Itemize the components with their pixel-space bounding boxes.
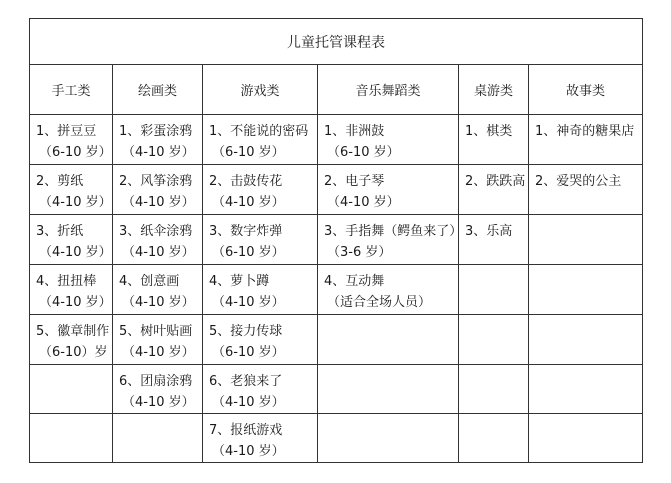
course-age-range: （4-10 岁） [122,195,195,210]
course-cell [113,265,203,315]
course-cell [30,165,113,215]
course-cell [529,414,643,463]
course-cell [318,315,459,365]
course-age-range: （4-10 岁） [122,245,195,260]
column-header: 绘画类 [113,65,203,115]
course-cell [203,165,318,215]
course-cell [318,165,459,215]
course-name: 2、爱哭的公主 [535,174,622,189]
course-cell [459,215,529,265]
course-name: 2、风筝涂鸦 [119,174,193,189]
course-cell [459,165,529,215]
table-row [30,115,643,165]
course-cell [30,315,113,365]
course-cell [30,115,113,165]
course-age-range: （4-10 岁） [212,395,285,410]
course-cell [459,414,529,463]
course-name: 6、团扇涂鸦 [119,374,193,389]
course-age-range: （6-10）岁 [39,345,108,360]
course-age-range: （6-10 岁） [39,145,112,160]
course-name: 5、接力传球 [209,324,283,339]
course-cell [203,115,318,165]
course-name: 5、徽章制作 [36,324,110,339]
table-title: 儿童托管课程表 [30,19,643,65]
course-name: 1、非洲鼓 [324,124,385,139]
column-header: 桌游类 [459,65,529,115]
course-cell [203,315,318,365]
course-cell [459,365,529,414]
table-row [30,315,643,365]
course-cell [459,315,529,365]
course-age-range: （4-10 岁） [39,295,112,310]
course-cell [318,265,459,315]
table-row [30,165,643,215]
course-cell [113,215,203,265]
course-name: 4、互动舞 [324,274,385,289]
course-name: 3、纸伞涂鸦 [119,224,193,239]
course-age-range: （6-10 岁） [212,345,285,360]
course-name: 1、拼豆豆 [36,124,97,139]
course-age-range: （3-6 岁） [327,245,392,260]
course-name: 3、手指舞（鳄鱼来了） [324,224,463,239]
course-name: 4、萝卜蹲 [209,274,270,289]
course-cell [318,414,459,463]
course-name: 2、跌跌高 [465,174,526,189]
course-cell [459,115,529,165]
course-name: 1、不能说的密码 [209,124,309,139]
course-cell [30,215,113,265]
course-age-range: （4-10 岁） [212,444,285,459]
course-age-range: （6-10 岁） [327,145,400,160]
course-name: 1、彩蛋涂鸦 [119,124,193,139]
course-cell [113,315,203,365]
table-row [30,414,643,463]
column-header: 游戏类 [203,65,318,115]
course-age-range: （4-10 岁） [122,145,195,160]
course-cell [113,414,203,463]
column-header: 手工类 [30,65,113,115]
course-name: 7、报纸游戏 [209,423,283,438]
course-name: 1、棋类 [465,124,513,139]
course-age-range: （6-10 岁） [212,145,285,160]
course-cell [529,215,643,265]
course-name: 3、数字炸弹 [209,224,283,239]
table-row [30,365,643,414]
table-row [30,215,643,265]
course-cell [459,265,529,315]
course-cell [203,414,318,463]
course-age-range: （4-10 岁） [122,295,195,310]
course-cell [529,165,643,215]
course-age-range: （4-10 岁） [212,295,285,310]
course-cell [529,315,643,365]
course-name: 3、乐高 [465,224,513,239]
course-name: 5、树叶贴画 [119,324,193,339]
course-name: 2、电子琴 [324,174,385,189]
table-body [30,115,643,463]
course-cell [30,265,113,315]
course-cell [529,365,643,414]
table-row [30,265,643,315]
course-cell [30,365,113,414]
course-name: 4、创意画 [119,274,180,289]
course-age-range: （4-10 岁） [212,195,285,210]
course-cell [203,265,318,315]
course-cell [203,215,318,265]
course-name: 1、神奇的糖果店 [535,124,635,139]
course-cell [113,115,203,165]
course-age-range: （6-10 岁） [212,245,285,260]
course-age-range: （4-10 岁） [122,395,195,410]
course-cell [113,365,203,414]
course-age-range: （4-10 岁） [39,195,112,210]
course-cell [318,365,459,414]
course-cell [318,115,459,165]
course-name: 4、扭扭棒 [36,274,97,289]
column-header: 故事类 [529,65,643,115]
schedule-table [29,18,643,463]
course-cell [30,414,113,463]
course-age-range: （4-10 岁） [327,195,400,210]
course-cell [529,115,643,165]
course-name: 3、折纸 [36,224,84,239]
course-cell [203,365,318,414]
course-age-range: （4-10 岁） [39,245,112,260]
column-header-row [30,65,643,115]
course-name: 2、剪纸 [36,174,84,189]
course-age-range: （适合全场人员） [327,295,432,310]
course-name: 6、老狼来了 [209,374,283,389]
course-cell [318,215,463,265]
course-age-range: （4-10 岁） [122,345,195,360]
column-header: 音乐舞蹈类 [318,65,459,115]
course-name: 2、击鼓传花 [209,174,283,189]
course-cell [529,265,643,315]
course-cell [113,165,203,215]
